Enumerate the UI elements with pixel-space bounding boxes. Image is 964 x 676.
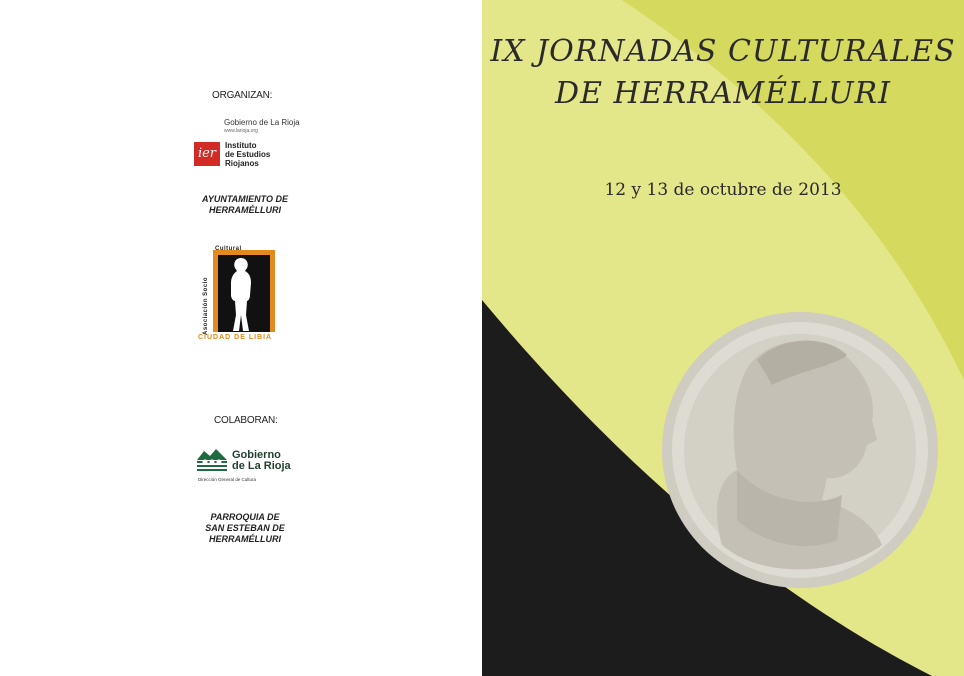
gobierno-logo-line2: de La Rioja [232,460,291,472]
cover-date: 12 y 13 de octubre de 2013 [604,180,842,200]
libia-emblem-graphic [196,244,296,344]
gobierno-emblem-icon [196,446,228,472]
gobierno-logo-line1: Gobierno [232,449,281,461]
libia-vertical-text: Asociación Socio [203,276,209,335]
gobierno-logo-text [232,450,291,472]
ier-name-line1: Instituto [225,141,257,150]
ciudad-de-libia-logo [196,244,296,344]
organizan-label: ORGANIZAN: [212,90,273,101]
ayuntamiento-text [180,194,310,216]
gobierno-small-text: Gobierno de La Rioja [224,118,300,127]
gobierno-logo-subtitle: Dirección General de Cultura [198,477,257,482]
parroquia-line1: PARROQUIA DE [210,512,280,522]
parroquia-line2: SAN ESTEBAN DE [205,523,285,533]
libia-bottom-text: CIUDAD DE LIBIA [198,334,273,341]
ier-name-line2: de Estudios [225,150,271,159]
ier-name-line3: Riojanos [225,159,259,168]
gobierno-url: www.larioja.org [224,128,258,134]
ier-logo [194,142,220,166]
ayuntamiento-line1: AYUNTAMIENTO DE [201,194,288,204]
parroquia-line3: HERRAMÉLLURI [209,534,281,544]
cover-title-line2: DE HERRAMÉLLURI [555,76,891,111]
gobierno-la-rioja-logo [196,446,306,486]
front-cover-panel [482,0,964,676]
colaboran-label: COLABORAN: [214,415,278,426]
ier-name [225,141,270,168]
ayuntamiento-line2: HERRAMÉLLURI [209,205,281,215]
parroquia-text [180,512,310,545]
ier-logo-mark: ier [197,146,217,161]
cover-title-line1: IX JORNADAS CULTURALES [490,34,956,69]
libia-top-text: Cultural [215,246,242,252]
